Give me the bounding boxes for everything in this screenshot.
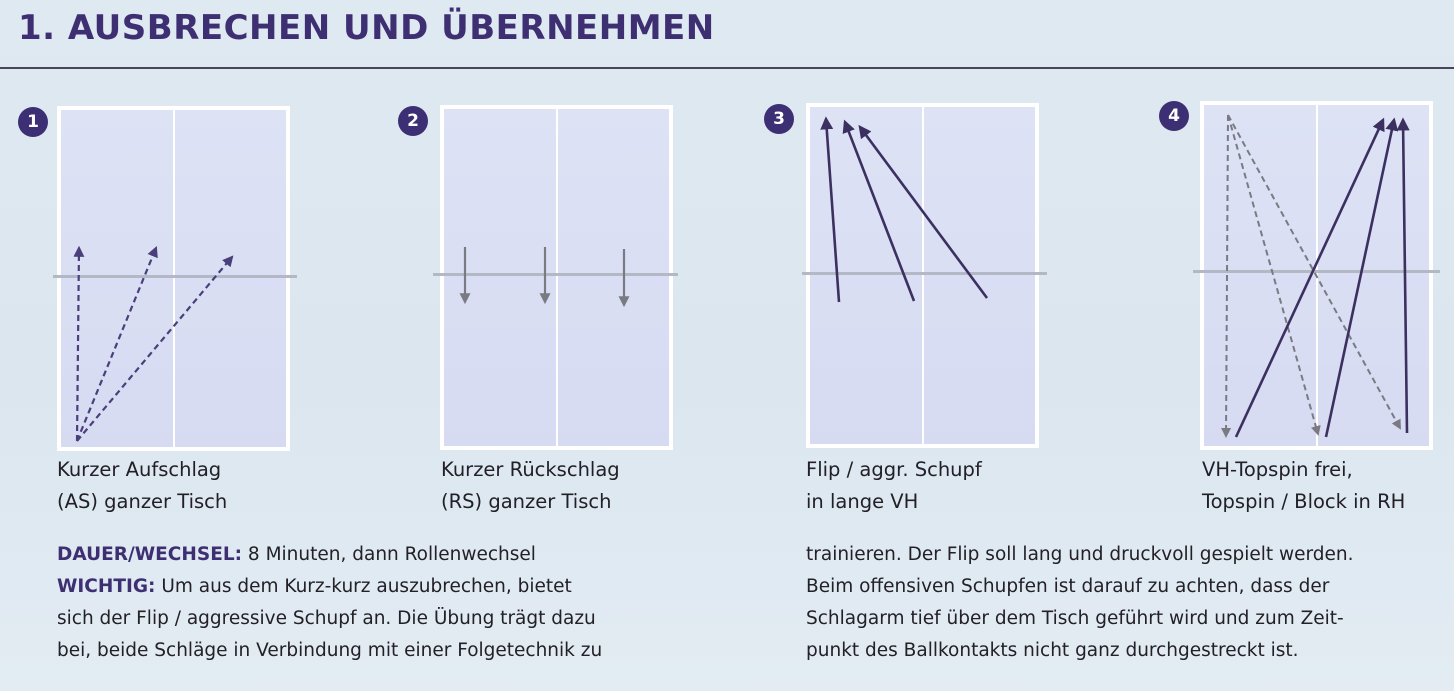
exercise-1-badge: 1 <box>18 107 48 137</box>
body-text-right <box>806 539 1354 667</box>
dauer-label: DAUER/WECHSEL: <box>57 544 243 565</box>
caption-line: Flip / aggr. Schupf <box>806 458 982 481</box>
exercise-3-arrows <box>826 119 987 302</box>
caption-line: Kurzer Rückschlag <box>441 458 620 481</box>
exercise-3-badge: 3 <box>764 104 794 134</box>
block-arrow-3 <box>1403 120 1407 433</box>
body-text-left <box>57 539 602 667</box>
caption-line: Kurzer Aufschlag <box>57 458 222 481</box>
body-line: sich der Flip / aggressive Schupf an. Die Übung trägt dazu <box>57 608 596 629</box>
wichtig-text: Um aus dem Kurz-kurz auszubrechen, bietet <box>155 576 572 597</box>
topspin-arrow-2 <box>1228 115 1318 434</box>
exercise-2-caption <box>441 454 620 518</box>
exercise-1-arrows <box>77 248 232 441</box>
body-line: bei, beide Schläge in Verbindung mit einer Folgetechnik zu <box>57 640 603 661</box>
page-title: 1. AUSBRECHEN UND ÜBERNEHMEN <box>18 8 715 48</box>
exercise-4-badge: 4 <box>1159 101 1189 131</box>
exercise-2-arrows <box>465 247 624 305</box>
topspin-arrow-1 <box>1226 115 1228 436</box>
serve-arrow-1 <box>77 248 79 441</box>
exercise-4-arrows <box>1226 115 1407 437</box>
caption-line: (AS) ganzer Tisch <box>57 490 228 513</box>
exercise-2-badge: 2 <box>398 106 428 136</box>
serve-arrow-2 <box>77 248 156 441</box>
caption-line: Topspin / Block in RH <box>1202 490 1406 513</box>
body-line: trainieren. Der Flip soll lang und druckvoll gespielt werden. <box>806 544 1354 565</box>
wichtig-label: WICHTIG: <box>57 576 156 597</box>
exercise-4-caption <box>1202 454 1405 518</box>
wichtig-line <box>57 571 602 603</box>
body-line: Beim offensiven Schupfen ist darauf zu achten, dass der <box>806 576 1330 597</box>
caption-line: VH-Topspin frei, <box>1202 458 1353 481</box>
dauer-line <box>57 539 602 571</box>
caption-line: in lange VH <box>806 490 919 513</box>
exercise-3-caption <box>806 454 982 518</box>
body-line: punkt des Ballkontakts nicht ganz durchgestreckt ist. <box>806 640 1299 661</box>
flip-arrow-2 <box>845 122 914 301</box>
flip-arrow-1 <box>826 119 839 302</box>
body-line: Schlagarm tief über dem Tisch geführt wird und zum Zeit- <box>806 608 1344 629</box>
caption-line: (RS) ganzer Tisch <box>441 490 612 513</box>
serve-arrow-3 <box>77 257 232 441</box>
exercise-1-caption <box>57 454 227 518</box>
dauer-value: 8 Minuten, dann Rollenwechsel <box>242 544 536 565</box>
